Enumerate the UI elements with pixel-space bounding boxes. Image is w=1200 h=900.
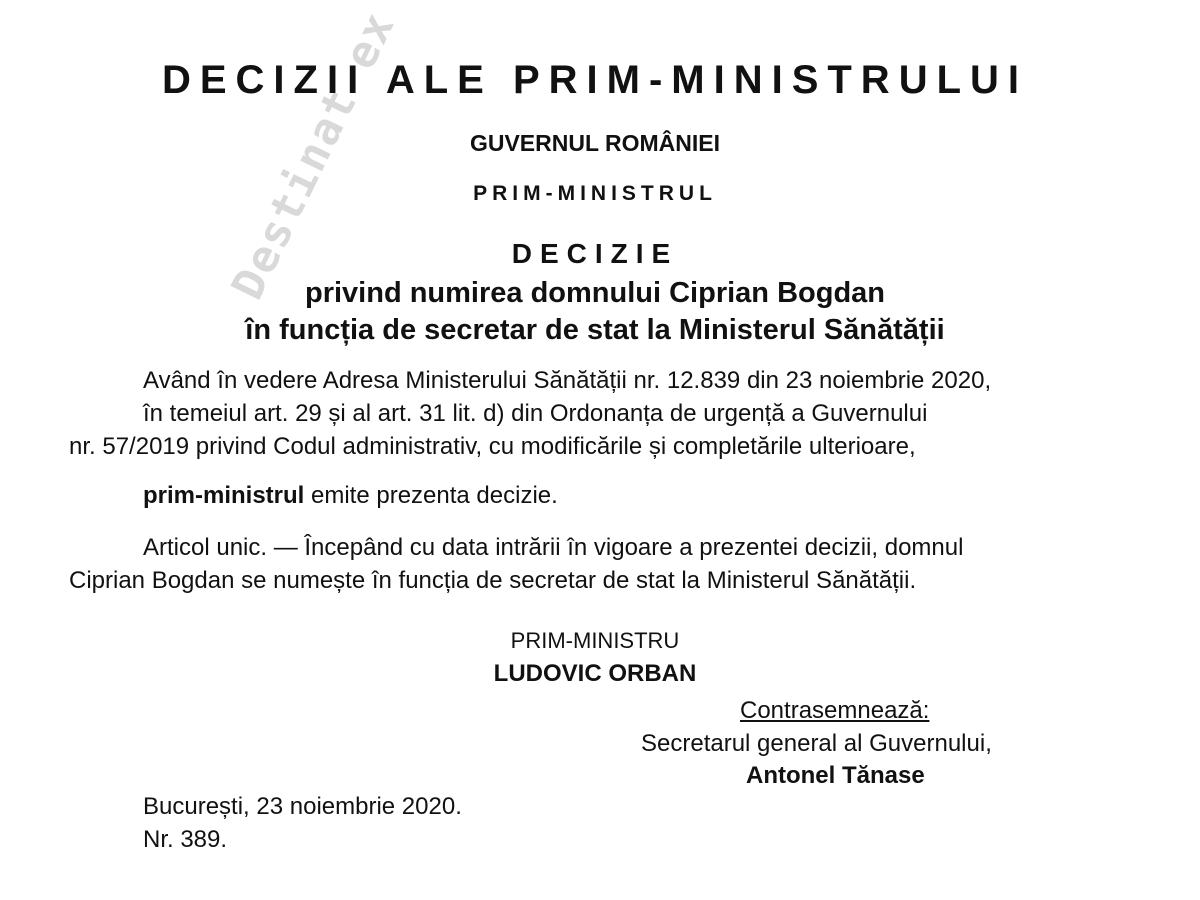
issuer-heading: PRIM-MINISTRUL: [473, 182, 717, 205]
watermark-stamp: Destinat ex: [222, 3, 406, 308]
article-line2: Ciprian Bogdan se numește în funcția de secretar de stat la Ministerul Sănătății.: [69, 567, 917, 594]
signature-name: LUDOVIC ORBAN: [493, 660, 697, 687]
preamble-line2: în temeiul art. 29 și al art. 31 lit. d) din Ordonanța de urgență a Guvernului: [143, 400, 928, 427]
emission-statement: [143, 482, 558, 510]
government-heading: GUVERNUL ROMÂNIEI: [469, 130, 721, 156]
preamble-line3: nr. 57/2019 privind Codul administrativ, cu modificările și completările ulterioare,: [69, 433, 916, 460]
place-date: București, 23 noiembrie 2020.: [143, 793, 462, 820]
page-title: DECIZII ALE PRIM-MINISTRULUI: [161, 58, 1029, 102]
emission-rest: emite prezenta decizie.: [304, 482, 558, 509]
countersign-name: Antonel Tănase: [746, 762, 925, 789]
decision-subject-line1: privind numirea domnului Ciprian Bogdan: [304, 277, 885, 309]
article-line1: Articol unic. — Începând cu data intrării în vigoare a prezentei decizii, domnul: [143, 534, 964, 561]
countersign-label: Contrasemnează:: [740, 697, 930, 724]
emission-bold: prim-ministrul: [143, 482, 305, 509]
decision-title: DECIZIE: [511, 238, 679, 269]
decision-number: Nr. 389.: [143, 826, 228, 853]
preamble-line1: Având în vedere Adresa Ministerului Sănătății nr. 12.839 din 23 noiembrie 2020,: [143, 367, 992, 394]
countersign-role: Secretarul general al Guvernului,: [641, 730, 992, 757]
signature-role: PRIM-MINISTRU: [510, 628, 680, 653]
decision-subject-line2: în funcția de secretar de stat la Ministerul Sănătății: [245, 314, 945, 346]
